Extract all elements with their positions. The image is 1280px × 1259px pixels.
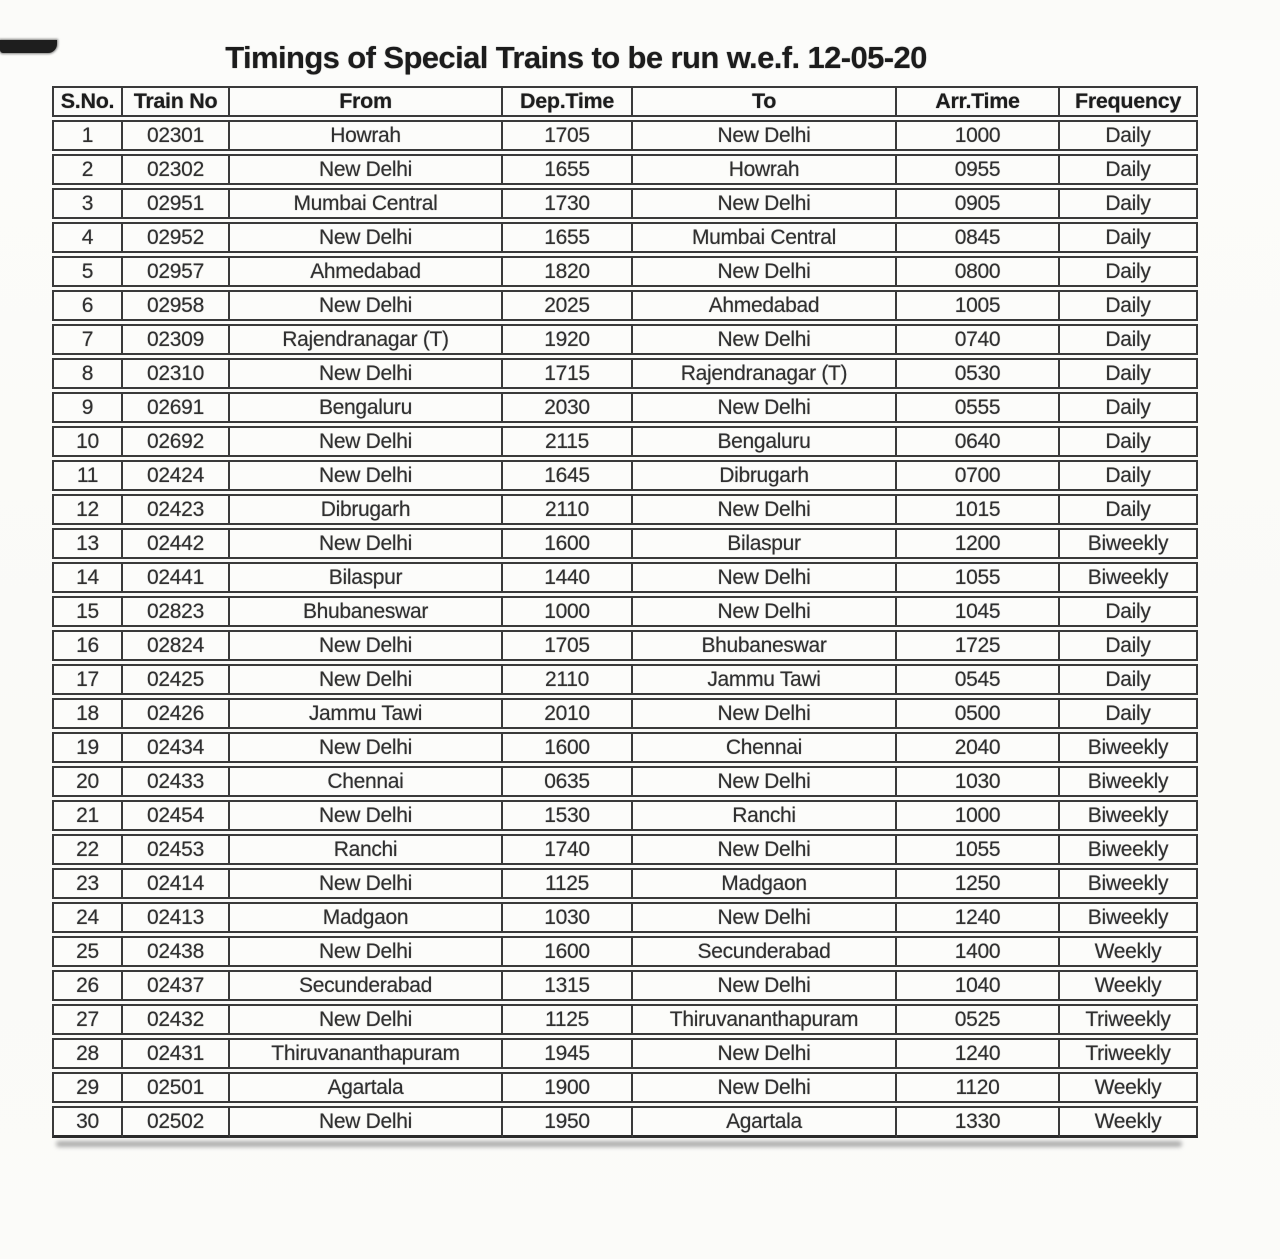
cell-dep-time: 1740 (503, 834, 633, 865)
cell-to: New Delhi (633, 392, 897, 423)
cell-frequency: Daily (1060, 154, 1198, 185)
cell-dep-time: 1440 (503, 562, 633, 593)
cell-arr-time: 1055 (897, 834, 1060, 865)
cell-train-no: 02413 (123, 902, 230, 933)
cell-frequency: Triweekly (1060, 1004, 1198, 1035)
cell-train-no: 02501 (123, 1072, 230, 1103)
cell-frequency: Daily (1060, 426, 1198, 457)
header-sno: S.No. (52, 86, 123, 117)
cell-sno: 10 (52, 426, 123, 457)
cell-to: New Delhi (633, 562, 897, 593)
page-title: Timings of Special Trains to be run w.e.f. 12-05-20 (225, 40, 927, 75)
table-row (52, 154, 1198, 185)
cell-from: New Delhi (230, 868, 503, 899)
cell-to: New Delhi (633, 1038, 897, 1069)
header-train-no: Train No (123, 86, 230, 117)
table-row (52, 426, 1198, 457)
cell-frequency: Biweekly (1060, 800, 1198, 831)
cell-frequency: Daily (1060, 324, 1198, 355)
cell-sno: 12 (52, 494, 123, 525)
cell-sno: 28 (52, 1038, 123, 1069)
cell-sno: 6 (52, 290, 123, 321)
cell-arr-time: 0905 (897, 188, 1060, 219)
cell-from: New Delhi (230, 290, 503, 321)
cell-train-no: 02692 (123, 426, 230, 457)
cell-arr-time: 0955 (897, 154, 1060, 185)
cell-train-no: 02441 (123, 562, 230, 593)
table-row (52, 936, 1198, 967)
cell-train-no: 02453 (123, 834, 230, 865)
cell-to: Thiruvananthapuram (633, 1004, 897, 1035)
cell-arr-time: 0545 (897, 664, 1060, 695)
cell-to: New Delhi (633, 120, 897, 151)
cell-train-no: 02433 (123, 766, 230, 797)
cell-arr-time: 1330 (897, 1106, 1060, 1138)
cell-dep-time: 1000 (503, 596, 633, 627)
cell-arr-time: 0500 (897, 698, 1060, 729)
cell-sno: 1 (52, 120, 123, 151)
cell-from: New Delhi (230, 664, 503, 695)
cell-to: Ahmedabad (633, 290, 897, 321)
cell-frequency: Biweekly (1060, 562, 1198, 593)
table-row (52, 1106, 1198, 1138)
cell-frequency: Weekly (1060, 1106, 1198, 1138)
header-to: To (633, 86, 897, 117)
cell-to: New Delhi (633, 766, 897, 797)
cell-to: New Delhi (633, 834, 897, 865)
cell-dep-time: 1600 (503, 732, 633, 763)
cell-from: Rajendranagar (T) (230, 324, 503, 355)
cell-arr-time: 0800 (897, 256, 1060, 287)
table-row (52, 800, 1198, 831)
cell-train-no: 02958 (123, 290, 230, 321)
cell-from: Ranchi (230, 834, 503, 865)
cell-to: Bhubaneswar (633, 630, 897, 661)
cell-arr-time: 1045 (897, 596, 1060, 627)
cell-frequency: Daily (1060, 290, 1198, 321)
cell-arr-time: 2040 (897, 732, 1060, 763)
cell-sno: 8 (52, 358, 123, 389)
table-row (52, 664, 1198, 695)
table-row (52, 630, 1198, 661)
cell-to: New Delhi (633, 188, 897, 219)
cell-sno: 20 (52, 766, 123, 797)
cell-sno: 29 (52, 1072, 123, 1103)
cell-train-no: 02309 (123, 324, 230, 355)
cell-from: Thiruvananthapuram (230, 1038, 503, 1069)
cell-arr-time: 1055 (897, 562, 1060, 593)
cell-train-no: 02437 (123, 970, 230, 1001)
header-dep-time: Dep.Time (503, 86, 633, 117)
table-row (52, 324, 1198, 355)
cell-dep-time: 1730 (503, 188, 633, 219)
cell-frequency: Daily (1060, 630, 1198, 661)
cell-dep-time: 1530 (503, 800, 633, 831)
cell-frequency: Biweekly (1060, 868, 1198, 899)
cell-dep-time: 1945 (503, 1038, 633, 1069)
cell-sno: 11 (52, 460, 123, 491)
table-row (52, 562, 1198, 593)
cell-to: Jammu Tawi (633, 664, 897, 695)
cell-to: Bengaluru (633, 426, 897, 457)
cell-sno: 7 (52, 324, 123, 355)
cell-train-no: 02691 (123, 392, 230, 423)
cell-dep-time: 1705 (503, 630, 633, 661)
cell-sno: 24 (52, 902, 123, 933)
cell-sno: 26 (52, 970, 123, 1001)
cell-to: New Delhi (633, 324, 897, 355)
cell-train-no: 02302 (123, 154, 230, 185)
cell-from: New Delhi (230, 460, 503, 491)
cell-frequency: Daily (1060, 120, 1198, 151)
cell-arr-time: 1240 (897, 902, 1060, 933)
cell-dep-time: 1030 (503, 902, 633, 933)
cell-arr-time: 1120 (897, 1072, 1060, 1103)
cell-frequency: Triweekly (1060, 1038, 1198, 1069)
cell-sno: 23 (52, 868, 123, 899)
cell-sno: 22 (52, 834, 123, 865)
cell-dep-time: 1900 (503, 1072, 633, 1103)
cell-sno: 16 (52, 630, 123, 661)
cell-sno: 21 (52, 800, 123, 831)
cell-frequency: Biweekly (1060, 902, 1198, 933)
cell-to: Agartala (633, 1106, 897, 1138)
table-row (52, 902, 1198, 933)
cell-arr-time: 0845 (897, 222, 1060, 253)
header-from: From (230, 86, 503, 117)
cell-from: New Delhi (230, 426, 503, 457)
cell-from: Chennai (230, 766, 503, 797)
cell-sno: 19 (52, 732, 123, 763)
header-arr-time: Arr.Time (897, 86, 1060, 117)
cell-train-no: 02952 (123, 222, 230, 253)
table-row (52, 970, 1198, 1001)
cell-arr-time: 1725 (897, 630, 1060, 661)
cell-from: Jammu Tawi (230, 698, 503, 729)
cell-from: Bilaspur (230, 562, 503, 593)
cell-dep-time: 1705 (503, 120, 633, 151)
cell-dep-time: 1655 (503, 222, 633, 253)
cell-frequency: Daily (1060, 460, 1198, 491)
cell-from: New Delhi (230, 528, 503, 559)
cell-dep-time: 1950 (503, 1106, 633, 1138)
cell-from: Ahmedabad (230, 256, 503, 287)
cell-sno: 4 (52, 222, 123, 253)
cell-sno: 2 (52, 154, 123, 185)
cell-frequency: Daily (1060, 188, 1198, 219)
scanned-document-page (0, 40, 1280, 1259)
cell-dep-time: 1920 (503, 324, 633, 355)
table-row (52, 1038, 1198, 1069)
cell-frequency: Daily (1060, 256, 1198, 287)
cell-from: New Delhi (230, 154, 503, 185)
cell-from: New Delhi (230, 1106, 503, 1138)
cell-train-no: 02823 (123, 596, 230, 627)
cell-arr-time: 1200 (897, 528, 1060, 559)
header-frequency: Frequency (1060, 86, 1198, 117)
cell-to: Madgaon (633, 868, 897, 899)
cell-frequency: Weekly (1060, 970, 1198, 1001)
cell-from: New Delhi (230, 358, 503, 389)
cell-dep-time: 1600 (503, 936, 633, 967)
cell-to: New Delhi (633, 698, 897, 729)
table-row (52, 494, 1198, 525)
cell-from: New Delhi (230, 1004, 503, 1035)
cell-train-no: 02310 (123, 358, 230, 389)
cell-sno: 13 (52, 528, 123, 559)
cell-train-no: 02824 (123, 630, 230, 661)
cell-from: Howrah (230, 120, 503, 151)
cell-to: New Delhi (633, 256, 897, 287)
cell-train-no: 02301 (123, 120, 230, 151)
cell-to: Rajendranagar (T) (633, 358, 897, 389)
cell-to: Mumbai Central (633, 222, 897, 253)
cell-sno: 30 (52, 1106, 123, 1138)
cell-from: New Delhi (230, 936, 503, 967)
cell-dep-time: 1315 (503, 970, 633, 1001)
cell-dep-time: 2030 (503, 392, 633, 423)
table-row (52, 868, 1198, 899)
cell-frequency: Daily (1060, 698, 1198, 729)
cell-sno: 17 (52, 664, 123, 695)
cell-arr-time: 1030 (897, 766, 1060, 797)
cell-dep-time: 1655 (503, 154, 633, 185)
cell-train-no: 02434 (123, 732, 230, 763)
table-row (52, 1004, 1198, 1035)
table-row (52, 188, 1198, 219)
cell-to: Ranchi (633, 800, 897, 831)
cell-arr-time: 1000 (897, 120, 1060, 151)
cell-dep-time: 1645 (503, 460, 633, 491)
cell-arr-time: 1240 (897, 1038, 1060, 1069)
table-row (52, 392, 1198, 423)
cell-sno: 3 (52, 188, 123, 219)
cell-dep-time: 2025 (503, 290, 633, 321)
table-row (52, 596, 1198, 627)
cell-from: Mumbai Central (230, 188, 503, 219)
cell-frequency: Daily (1060, 392, 1198, 423)
cell-dep-time: 1125 (503, 868, 633, 899)
cell-from: New Delhi (230, 222, 503, 253)
cell-sno: 25 (52, 936, 123, 967)
cell-train-no: 02426 (123, 698, 230, 729)
cell-from: Dibrugarh (230, 494, 503, 525)
cell-train-no: 02432 (123, 1004, 230, 1035)
table-row (52, 222, 1198, 253)
table-row (52, 256, 1198, 287)
cell-frequency: Biweekly (1060, 528, 1198, 559)
cell-arr-time: 0525 (897, 1004, 1060, 1035)
cell-from: New Delhi (230, 800, 503, 831)
cell-sno: 9 (52, 392, 123, 423)
cell-to: New Delhi (633, 970, 897, 1001)
cell-sno: 15 (52, 596, 123, 627)
cell-frequency: Daily (1060, 664, 1198, 695)
table-row (52, 732, 1198, 763)
cell-dep-time: 1600 (503, 528, 633, 559)
cell-arr-time: 1005 (897, 290, 1060, 321)
scan-shadow (56, 1141, 1182, 1147)
cell-to: New Delhi (633, 494, 897, 525)
cell-dep-time: 1125 (503, 1004, 633, 1035)
cell-dep-time: 2110 (503, 664, 633, 695)
cell-from: Madgaon (230, 902, 503, 933)
cell-dep-time: 2115 (503, 426, 633, 457)
table-row (52, 1072, 1198, 1103)
cell-from: New Delhi (230, 630, 503, 661)
cell-frequency: Biweekly (1060, 732, 1198, 763)
cell-train-no: 02414 (123, 868, 230, 899)
table-row (52, 460, 1198, 491)
table-header-row (52, 86, 1198, 117)
cell-frequency: Daily (1060, 222, 1198, 253)
cell-sno: 27 (52, 1004, 123, 1035)
cell-from: New Delhi (230, 732, 503, 763)
cell-train-no: 02438 (123, 936, 230, 967)
table-row (52, 290, 1198, 321)
cell-arr-time: 1250 (897, 868, 1060, 899)
cell-sno: 18 (52, 698, 123, 729)
table-row (52, 698, 1198, 729)
cell-arr-time: 0530 (897, 358, 1060, 389)
cell-to: New Delhi (633, 596, 897, 627)
cell-sno: 14 (52, 562, 123, 593)
cell-train-no: 02442 (123, 528, 230, 559)
cell-dep-time: 1820 (503, 256, 633, 287)
cell-train-no: 02425 (123, 664, 230, 695)
cell-from: Agartala (230, 1072, 503, 1103)
cell-frequency: Weekly (1060, 936, 1198, 967)
cell-arr-time: 1000 (897, 800, 1060, 831)
cell-train-no: 02502 (123, 1106, 230, 1138)
table-row (52, 120, 1198, 151)
cell-arr-time: 1400 (897, 936, 1060, 967)
cell-dep-time: 1715 (503, 358, 633, 389)
cell-to: Chennai (633, 732, 897, 763)
table-row (52, 766, 1198, 797)
cell-arr-time: 0640 (897, 426, 1060, 457)
table-row (52, 528, 1198, 559)
cell-arr-time: 1040 (897, 970, 1060, 1001)
cell-frequency: Daily (1060, 596, 1198, 627)
cell-train-no: 02423 (123, 494, 230, 525)
table-row (52, 358, 1198, 389)
cell-train-no: 02431 (123, 1038, 230, 1069)
table-body (52, 120, 1198, 1138)
cell-to: New Delhi (633, 902, 897, 933)
cell-to: New Delhi (633, 1072, 897, 1103)
cell-train-no: 02454 (123, 800, 230, 831)
special-trains-table (52, 83, 1198, 1141)
cell-dep-time: 2110 (503, 494, 633, 525)
cell-arr-time: 1015 (897, 494, 1060, 525)
cell-arr-time: 0555 (897, 392, 1060, 423)
cell-to: Dibrugarh (633, 460, 897, 491)
cell-frequency: Daily (1060, 494, 1198, 525)
cell-train-no: 02424 (123, 460, 230, 491)
cell-frequency: Biweekly (1060, 834, 1198, 865)
cell-from: Secunderabad (230, 970, 503, 1001)
cell-to: Bilaspur (633, 528, 897, 559)
cell-train-no: 02957 (123, 256, 230, 287)
cell-frequency: Daily (1060, 358, 1198, 389)
cell-frequency: Weekly (1060, 1072, 1198, 1103)
table-row (52, 834, 1198, 865)
cell-arr-time: 0740 (897, 324, 1060, 355)
cell-dep-time: 0635 (503, 766, 633, 797)
cell-from: Bengaluru (230, 392, 503, 423)
cell-frequency: Biweekly (1060, 766, 1198, 797)
cell-to: Howrah (633, 154, 897, 185)
cell-from: Bhubaneswar (230, 596, 503, 627)
cell-to: Secunderabad (633, 936, 897, 967)
cell-dep-time: 2010 (503, 698, 633, 729)
cell-train-no: 02951 (123, 188, 230, 219)
cell-arr-time: 0700 (897, 460, 1060, 491)
cell-sno: 5 (52, 256, 123, 287)
